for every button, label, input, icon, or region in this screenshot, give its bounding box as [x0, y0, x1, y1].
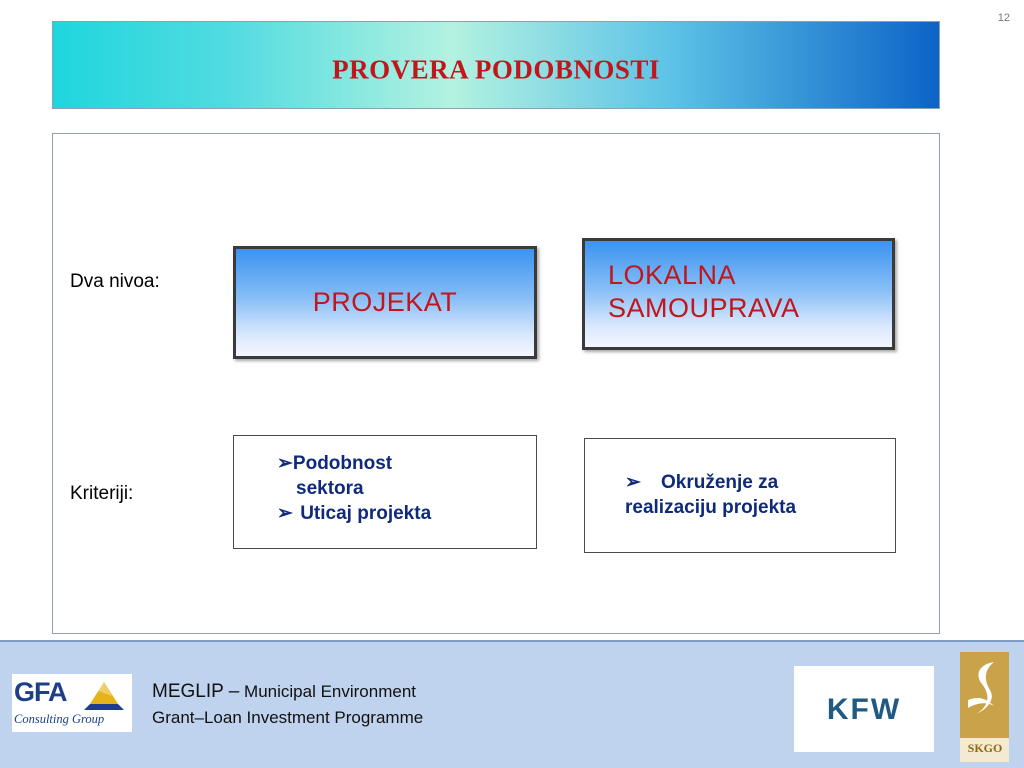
- projekat-label: PROJEKAT: [312, 287, 458, 317]
- samouprava-criteria-box: [584, 438, 896, 553]
- program-title-line-1: [152, 679, 423, 705]
- slide-number: 12: [997, 12, 1010, 24]
- projekat-criteria-box: [233, 435, 537, 549]
- gfa-name: GFA: [14, 677, 67, 707]
- gfa-logo: [12, 674, 132, 732]
- projekat-box: [233, 246, 537, 359]
- criteria-label: Kriteriji:: [70, 483, 134, 504]
- skgo-name: SKGO: [967, 741, 1003, 755]
- gfa-tagline: Consulting Group: [14, 712, 105, 726]
- bullet-arrow-icon: ➢: [625, 472, 641, 493]
- levels-label: Dva nivoa:: [70, 271, 160, 292]
- samouprava-line: SAMOUPRAVA: [608, 293, 800, 323]
- kfw-name: KFW: [826, 693, 902, 726]
- skgo-logo: [960, 652, 1009, 764]
- criteria-item-text: Uticaj projekta: [300, 503, 432, 524]
- lokalna-line: LOKALNA: [608, 260, 737, 290]
- criteria-item: [277, 501, 431, 526]
- slide-title: PROVERA PODOBNOSTI: [332, 54, 660, 85]
- criteria-item-continuation: sektora: [296, 478, 364, 499]
- kfw-logo: [794, 666, 934, 752]
- lokalna-samouprava-label: [608, 259, 800, 325]
- criteria-item-text: Podobnost: [292, 453, 393, 474]
- projekat-criteria-list: [277, 451, 431, 526]
- title-banner: [52, 21, 940, 109]
- program-subtitle: Municipal Environment: [244, 682, 417, 701]
- samouprava-criteria-list: [625, 470, 796, 520]
- program-title: [152, 679, 423, 731]
- criteria-item-continuation: realizaciju projekta: [625, 497, 797, 518]
- bullet-arrow-icon: ➢: [277, 503, 293, 524]
- criteria-item-text: Okruženje za: [661, 472, 779, 493]
- bullet-arrow-icon: ➢: [277, 453, 293, 474]
- criteria-item: [625, 470, 796, 495]
- lokalna-samouprava-box: [582, 238, 895, 350]
- content-frame: [52, 133, 940, 634]
- program-title-line-2: Grant–Loan Investment Programme: [152, 708, 424, 727]
- program-name: MEGLIP –: [152, 681, 240, 702]
- criteria-item: [277, 451, 431, 476]
